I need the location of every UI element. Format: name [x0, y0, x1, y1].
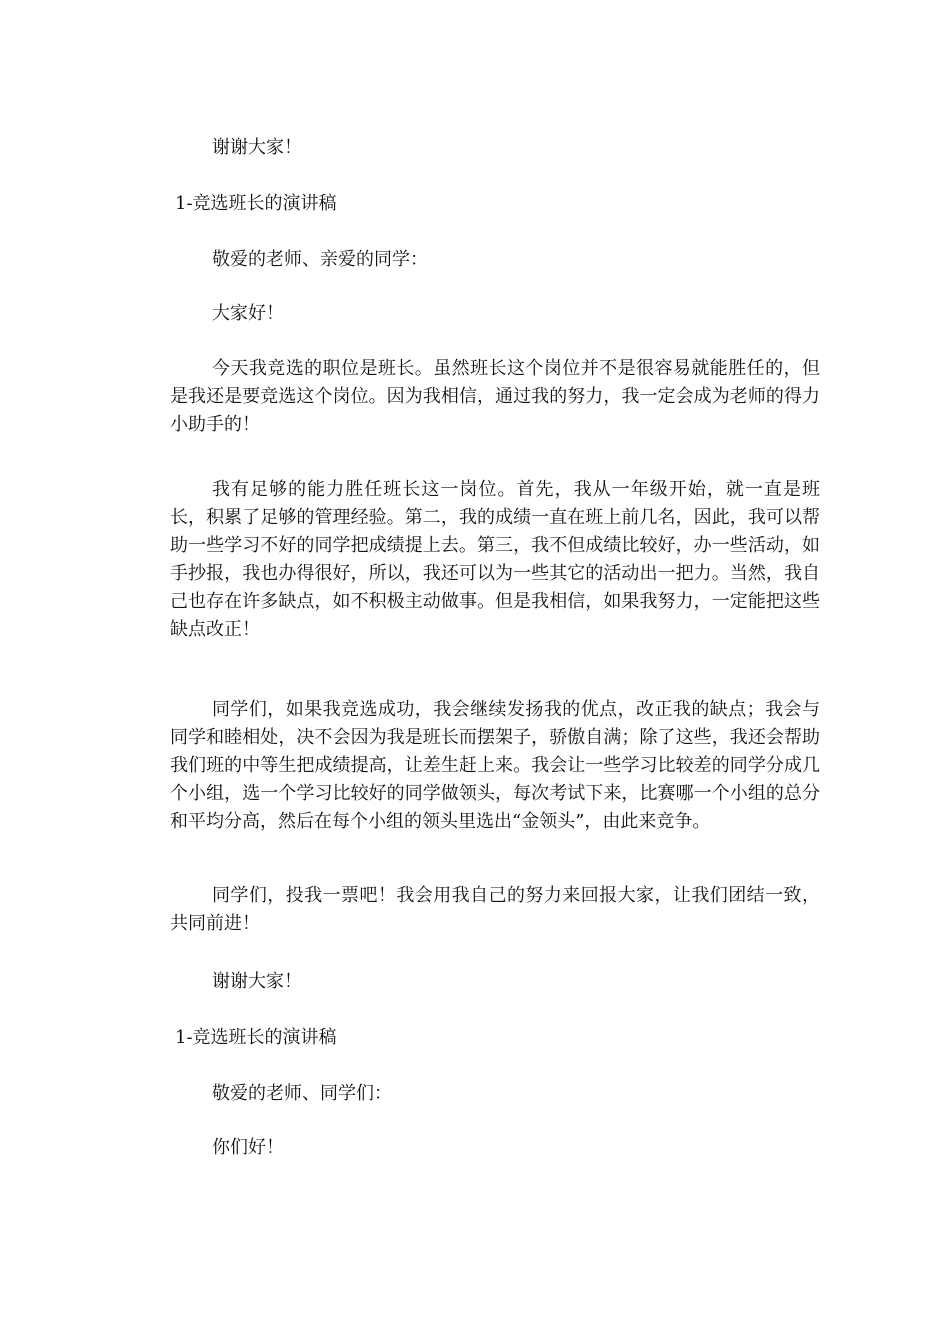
closing-thanks: 谢谢大家！	[212, 971, 302, 992]
body-paragraph: 今天我竞选的职位是班长。虽然班长这个岗位并不是很容易就能胜任的，但是我还是要竞选这个岗位。因为我相信，通过我的努力，我一定会成为老师的得力小助手的！	[170, 358, 820, 435]
closing-thanks: 谢谢大家！	[212, 137, 302, 158]
body-paragraph: 同学们，投我一票吧！我会用我自己的努力来回报大家，让我们团结一致，共同前进！	[170, 885, 820, 934]
greeting: 你们好！	[212, 1137, 284, 1158]
salutation: 敬爱的老师、亲爱的同学：	[212, 249, 428, 270]
salutation: 敬爱的老师、同学们：	[212, 1083, 392, 1104]
body-paragraph: 同学们，如果我竞选成功，我会继续发扬我的优点，改正我的缺点；我会与同学和睦相处，决不会因为我是班长而摆架子，骄傲自满；除了这些，我还会帮助我们班的中等生把成绩提高，让差生赶上来。我会让一些学习比较差的同学分成几个小组，选一个学习比较好的同学做领头，每次考试下来，比赛哪一个小组的总分和平均分高，然后在每个小组的领头里选出“金领头”，由此来竞争。	[170, 699, 820, 832]
greeting: 大家好！	[212, 303, 284, 324]
body-paragraph: 我有足够的能力胜任班长这一岗位。首先，我从一年级开始，就一直是班长，积累了足够的管理经验。第二，我的成绩一直在班上前几名，因此，我可以帮助一些学习不好的同学把成绩提上去。第三，我不但成绩比较好，办一些活动，如手抄报，我也办得很好，所以，我还可以为一些其它的活动出一把力。当然，我自己也存在许多缺点，如不积极主动做事。但是我相信，如果我努力，一定能把这些缺点改正！	[170, 479, 820, 640]
section-title: 1-竞选班长的演讲稿	[175, 1027, 337, 1048]
section-title: 1-竞选班长的演讲稿	[175, 193, 337, 214]
